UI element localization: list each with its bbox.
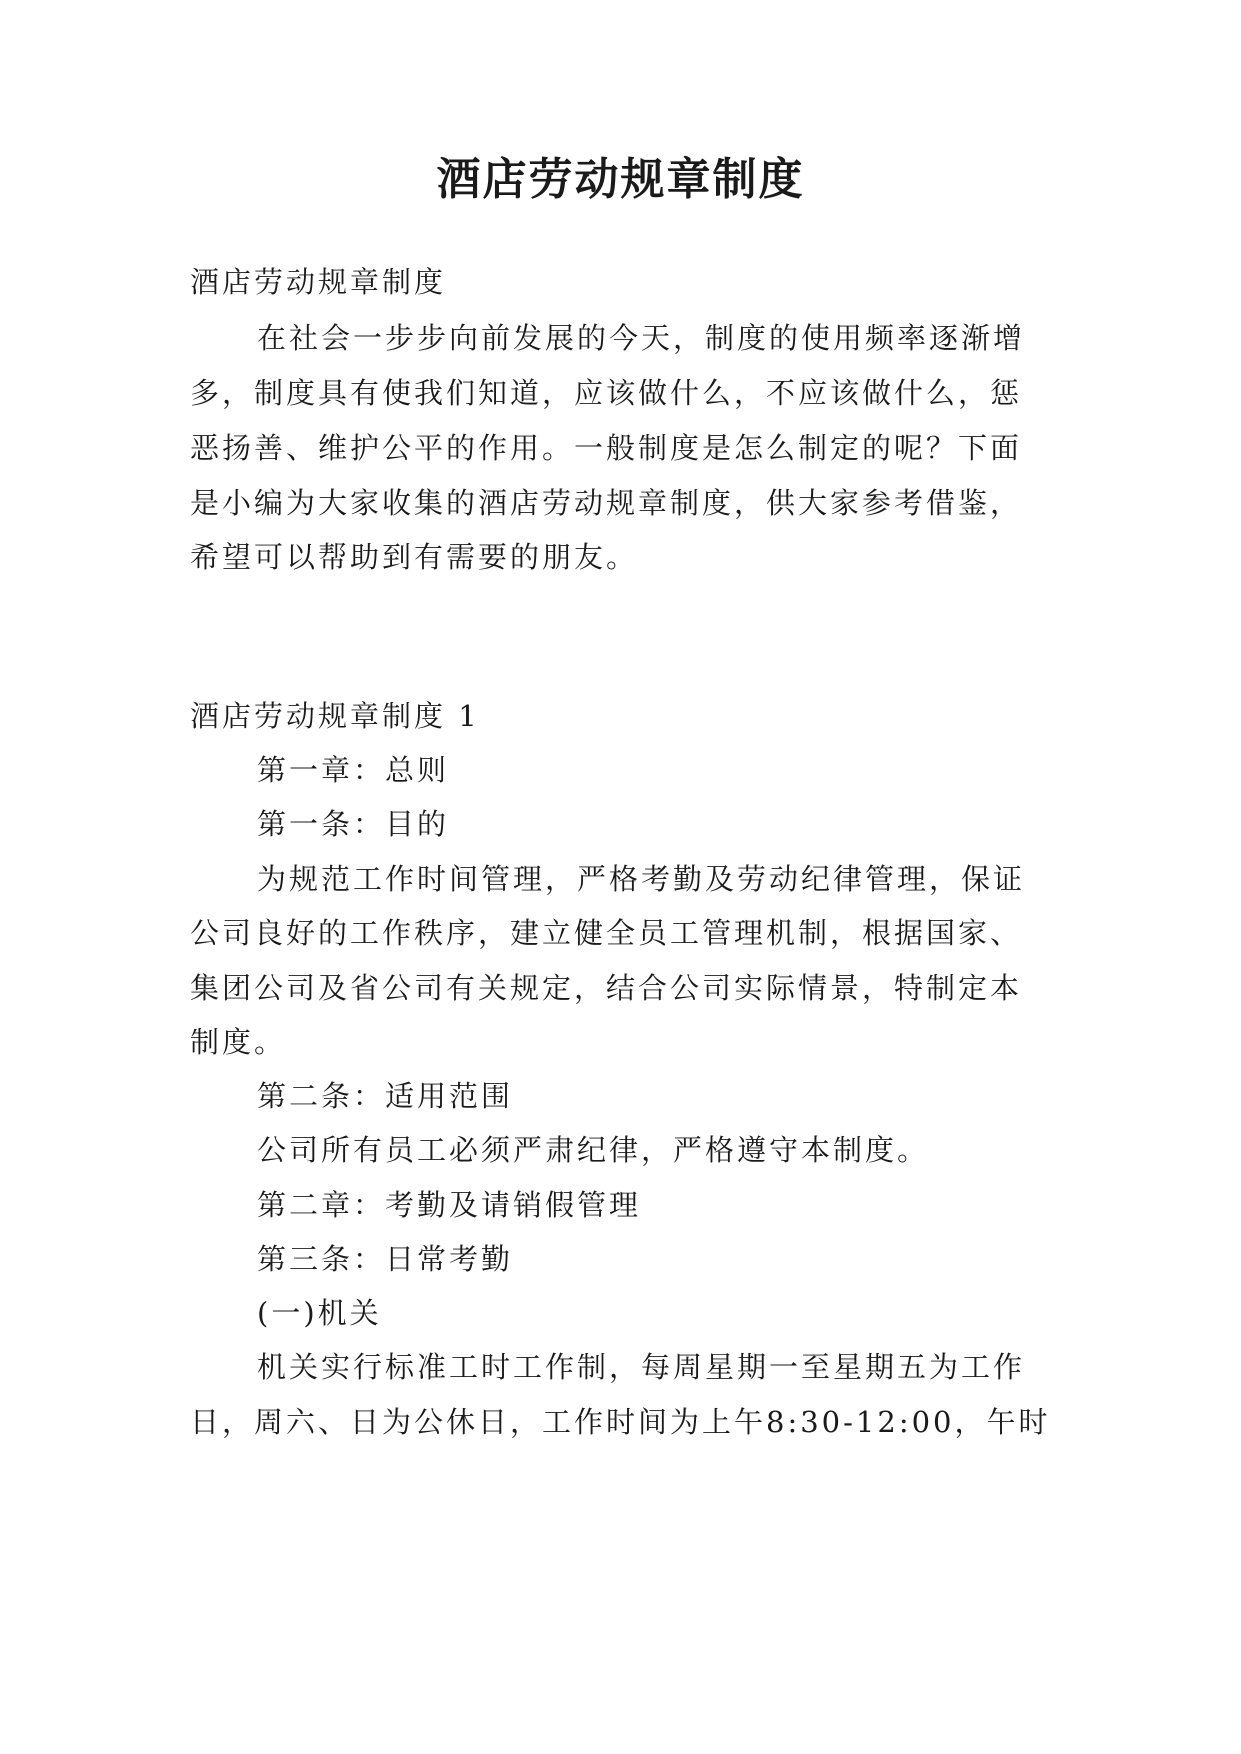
article-2-heading: 第二条：适用范围 — [257, 1079, 514, 1113]
intro-line-2: 多，制度具有使我们知道，应该做什么，不应该做什么，惩 — [190, 376, 1023, 410]
intro-line-3: 恶扬善、维护公平的作用。一般制度是怎么制定的呢？下面 — [190, 431, 1023, 465]
document-title: 酒店劳动规章制度 — [436, 154, 805, 205]
intro-line-5: 希望可以帮助到有需要的朋友。 — [190, 540, 639, 574]
section-heading: 酒店劳动规章制度 1 — [190, 699, 480, 733]
chapter-1-heading: 第一章：总则 — [257, 753, 450, 787]
item-1-line-2: 日，周六、日为公休日，工作时间为上午8:30-12:00，午时 — [190, 1405, 1051, 1439]
intro-line-4: 是小编为大家收集的酒店劳动规章制度，供大家参考借鉴， — [190, 486, 1023, 520]
item-1-heading: (一)机关 — [257, 1296, 382, 1330]
item-1-line-1: 机关实行标准工时工作制，每周星期一至星期五为工作 — [257, 1350, 1026, 1384]
article-1-heading: 第一条：目的 — [257, 807, 450, 841]
article-2-body: 公司所有员工必须严肃纪律，严格遵守本制度。 — [257, 1133, 930, 1167]
subtitle: 酒店劳动规章制度 — [190, 265, 447, 299]
article-3-heading: 第三条：日常考勤 — [257, 1242, 514, 1276]
article-1-line-1: 为规范工作时间管理，严格考勤及劳动纪律管理，保证 — [257, 862, 1026, 896]
article-1-line-4: 制度。 — [190, 1025, 287, 1059]
article-1-line-3: 集团公司及省公司有关规定，结合公司实际情景，特制定本 — [190, 971, 1023, 1005]
intro-line-1: 在社会一步步向前发展的今天，制度的使用频率逐渐增 — [257, 321, 1026, 355]
article-1-line-2: 公司良好的工作秩序，建立健全员工管理机制，根据国家、 — [190, 916, 1023, 950]
chapter-2-heading: 第二章：考勤及请销假管理 — [257, 1188, 642, 1222]
